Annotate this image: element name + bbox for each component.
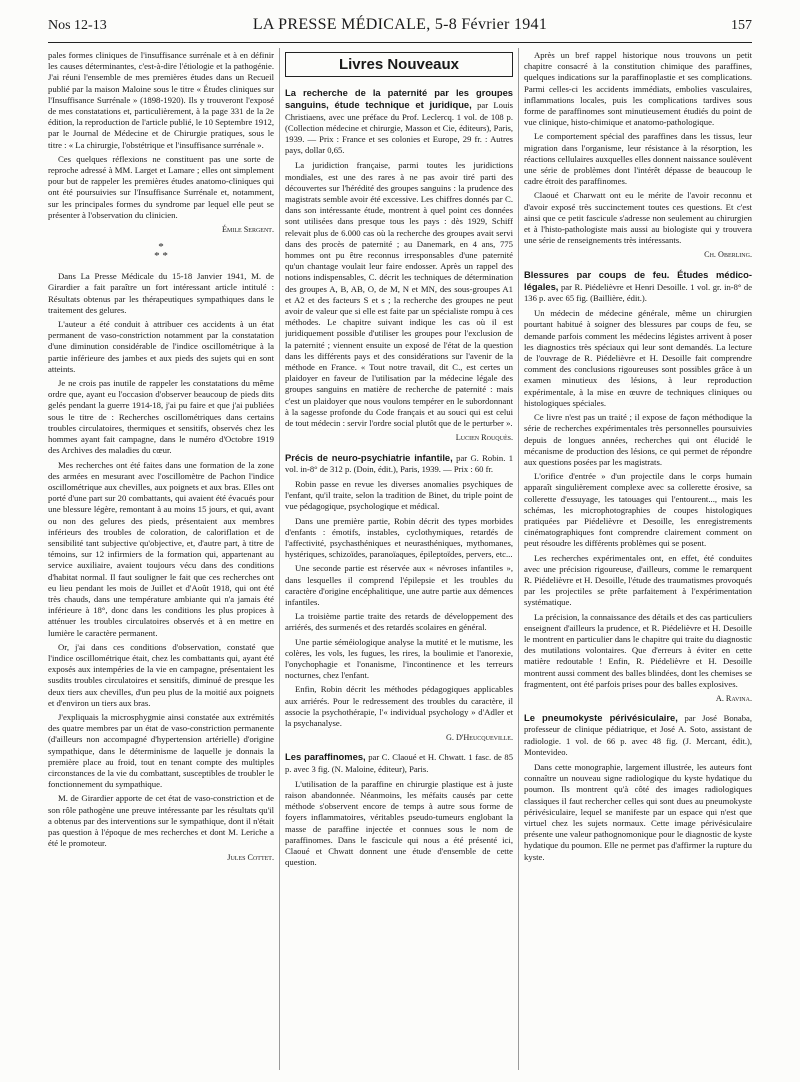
issue-number: Nos 12-13 (48, 18, 107, 33)
author-signature: Jules Cottet. (227, 853, 274, 863)
book-meta: par R. Piédelièvre et Henri Desoille. 1 vol. gr. in-8° de 136 p. avec 65 fig. (Baillière, édit.). (524, 281, 752, 304)
author-signature: Émile Sergent. (222, 225, 274, 235)
book-entry-header (285, 87, 513, 156)
book-entry-header (285, 751, 513, 774)
book-meta: par C. Claoué et H. Chwatt. 1 fasc. de 85 p. avec 3 fig. (N. Maloine, éditeur), Paris. (285, 752, 513, 774)
paragraph: Les recherches expérimentales ont, en effet, été conduites avec une précision rigoureuse, d'ailleurs, comme le remarquent R. Piédelièvre et H. Desoille, l'étude des traumatismes provoqués par les projectiles se prête parfaitement à l'expérimentation systématique. (524, 552, 752, 608)
book-title: Les paraffinomes, (285, 751, 366, 763)
paragraph: Dans une première partie, Robin décrit des types morbides d'enfants : émotifs, instables, cyclothymiques, retardés de l'affectivité, psychasthéniques et neurasthéniques, mythomanes, hystériques, schizoïdes, paranoïaques, épileptoïdes, pervers, etc... (285, 515, 513, 560)
paragraph: L'orifice d'entrée » d'un projectile dans le corps humain apparaît singulièrement complexe avec sa collerette érosive, sa collerette d'essuyage, les tatouages qui l'entourent..., mais les schémas, les microphotographies de coupes histologiques pratiquées par Piédelièvre et Desoille, les enregistrements cinématographiques font comprendre clairement comment on peut résoudre les différents problèmes qui se posent. (524, 471, 752, 549)
book-title: La recherche de la paternité par les groupes sanguins, étude technique et juridique, (285, 87, 513, 111)
page-number: 157 (731, 18, 752, 33)
paragraph: La troisième partie traite des retards de développement des arriérés, des surmenés et des retardés scolaires en général. (285, 611, 513, 633)
paragraph: Ce livre n'est pas un traité ; il expose de façon méthodique la série de recherches expérimentales très personnelles poursuivies depuis de longues années, recherches qui ont élucidé le mécanisme de production des lésions, ce qui permet de répondre aux questions posées par les magistrats. (524, 412, 752, 467)
paragraph: Robin passe en revue les diverses anomalies psychiques de l'enfant, qu'il traite, selon la tradition de Binet, du triple point de vue pédagogique, psychologique et médical. (285, 478, 513, 512)
column-left (48, 50, 274, 1070)
section-title: Livres Nouveaux (285, 52, 513, 77)
column-divider (279, 48, 280, 1070)
paragraph: Ces quelques réflexions ne constituent pas une sorte de reproche adressé à MM. Larget et Lamare ; elles ont simplement pour but de rappeler les premières études anatomo-cliniques qui ont été poursuivies sur l'Insuffisance Surrénale et, notamment, sur les principales formes du syndrome par lequel elle peut se présenter à l'observation du clinicien. (48, 153, 274, 220)
column-right (524, 50, 752, 1070)
paragraph: Enfin, Robin décrit les méthodes pédagogiques applicables aux arriérés. Pour le redressement des troubles du caractère, il associe la psychothérapie, l'« individual psychology » d'Adler et la psychanalyse. (285, 684, 513, 728)
column-middle (285, 50, 513, 1070)
paragraph: Dans cette monographie, largement illustrée, les auteurs font connaître un nouveau signe radiologique du kyste hydatique du poumon. Ils montrent qu'à côté des images radiologiques classiques il faut rechercher celles qui sont dues au pneumokyste périvésiculaire, lequel se manifeste par un espace qui n'est que virtuel chez les sujets normaux. Cette image périvésiculaire présente une valeur pathognomonique pour le diagnostic de kyste hydatique du poumon. Elle ne permet pas d'affirmer la rupture du kyste. (524, 761, 752, 862)
paragraph: Une seconde partie est réservée aux « névroses infantiles », dans lesquelles il comprend l'épilepsie et les troubles du caractère d'origine encéphalitique, une autre partie aux démences infantiles. (285, 563, 513, 607)
paragraph: Une partie séméiologique analyse la mutité et le mutisme, les colères, les vols, les fugues, les rires, la boulimie et l'anorexie, l'onychophagie et l'onanisme, l'incontinence et les terreurs nocturnes, chez l'enfant. (285, 636, 513, 681)
header-rule (48, 42, 752, 43)
page-header (48, 16, 752, 40)
book-title: Le pneumokyste périvésiculaire, (524, 712, 678, 724)
paragraph: Un médecin de médecine générale, même un chirurgien pourtant habitué à soigner des blessures par coups de feu, se demande parfois comment les médecins légistes arrivent à poser les diagnostics très spéciaux qui leur sont demandés. La lecture de l'ouvrage de R. Piédelièvre et H. Desoille fait comprendre comment des conclusions rigoureuses sont possibles grâce à un examen minutieux des lésions, à leur reproduction expérimentale, à la mise en œuvre de techniques cliniques ou histologiques spéciales. (524, 308, 752, 408)
paragraph: La précision, la connaissance des détails et des cas particuliers enseignent d'ailleurs la prudence, et R. Piédelièvre et H. Desoille le montrent en particulier dans le chapitre qui traite du diagnostic des mutilations volontaires. Que d'erreurs à éviter en cette matière redoutable ! Enfin, R. Piédelièvre et H. Desoille montrent aussi comment des balles blindées, dont les chemises se fragmentent, ont été parfois prises pour des balles explosives. (524, 611, 752, 689)
paragraph: Or, j'ai dans ces conditions d'observation, constaté que l'indice oscillométrique était, chez les combattants qui, ayant été exposés aux intempéries de la vie en campagne, présentaient les susdits troubles circulatoires et sensitifs, diminué de presque les deux tiers aux chevilles, d'un peu plus de la moitié aux poignets et d'environ un tiers aux bras. (48, 641, 274, 708)
book-meta: par José Bonaba, professeur de clinique pédiatrique, et José A. Soto, assistant de radiologie. 1 vol. de 66 p. avec 48 fig. (J. Mercant, édit.), Montevideo. (524, 713, 752, 757)
reviewer-signature: Lucien Rouquès. (455, 433, 513, 443)
paragraph: Dans La Presse Médicale du 15-18 Janvier 1941, M. de Girardier a fait paraître un fort intéressant article intitulé : Résultats obtenus par les thérapeutiques sympathiques dans le traitement des gelures. (48, 271, 274, 315)
paragraph: Mes recherches ont été faites dans une formation de la zone des armées en mesurant avec l'oscillomètre de Pachon l'indice oscillométrique aux chevilles, aux poignets et aux bras. Elles ont porté d'une part sur 20 combattants, qui avaient été évacués pour une blessure légère, remontant à au moins 15 jours, et qui, avant ou non des gelures des pieds, présentaient aux membres inférieurs des troubles de coloration, de caloriflation et de sensibilité tant subjective qu'objective, et, d'autre part, à titre de témoins, sur 12 infirmiers de la formation qui, appartenant au service auxiliaire, avaient toujours vécu dans des conditions d'habitat normal. Il faut souligner le fait que ces recherches ont eu lieu pendant les mois de Juillet et d'Août 1918, qui ont été très chauds, dans une température ambiante qui n'a jamais été inférieure à 18°, donc dans les conditions les plus propices à atténuer les troubles circulatoires observés et à en mettre en lumière le caractère permanent. (48, 459, 274, 638)
paragraph: Après un bref rappel historique nous trouvons un petit chapitre consacré à la constitution chimique des paraffines, quelques indications sur la paraffinoplastie et ses complications. Parmi celles-ci les accidents immédiats, embolies vasculaires, inflammations locales, puis les complications tardives sous forme de paraffinomes sont minutieusement étudiés du point de vue clinique, histo-chimique et anatomo-pathologique. (524, 50, 752, 128)
section-separator: * * * (154, 241, 168, 263)
book-entry-header (524, 269, 752, 305)
paragraph: Le comportement spécial des paraffines dans les tissus, leur migration dans l'organisme, leur résistance à la résorption, les réactions cellulaires auxquelles elles donnent naissance soulèvent une série de problèmes dont l'intérêt dépasse de beaucoup le cadre étroit des paraffinomes. (524, 131, 752, 187)
reviewer-signature: A. Ravina. (715, 693, 752, 703)
paragraph: pales formes cliniques de l'insuffisance surrénale et à en définir les causes déterminantes, c'est-à-dire l'étiologie et la pathogénie. J'ai réuni l'ensemble de mes premières études dans un Recueil publié par la maison Maloine sous le titre « Études cliniques sur l'Insuffisance Surrénale » (1898-1920). Ils y trouveront l'exposé de mes constatations et, particulièrement, à la page 331 de la 2e édition, la reproduction de l'article publié, le 10 Septembre 1912, par le Journal de Médecine et de Chirurgie pratiques, sous le titre : « La chirurgie, l'obstétrique et l'insuffisance surrénale ». (48, 50, 274, 150)
book-meta: par Louis Christiaens, avec une préface du Prof. Leclercq. 1 vol. de 108 p. (Collection médecine et chirurgie, Masson et Cie, éditeurs), Paris, 1939. — Prix : France et ses colonies et Europe, 29 fr. : Autres pays, dollar 0,65. (285, 100, 513, 156)
book-title: Précis de neuro-psychiatrie infantile, (285, 451, 453, 463)
paragraph: J'expliquais la microsphygmie ainsi constatée aux extrémités des quatre membres par un état de vaso-constriction permanente (d'ailleurs non accompagné d'hypertension artérielle) d'origine sympathique, dans le déterminisme de laquelle je donnais la première place au froid, tout en tenant compte des multiples circonstances de la vie du combattant, susceptibles de troubler le fonctionnement du sympathique. (48, 711, 274, 790)
paragraph: L'utilisation de la paraffine en chirurgie plastique est à juste raison abandonnée. Néanmoins, les méfaits causés par cette méthode s'observent encore de temps à autre sous forme de foyers inflammatoires, véritables pseudo-tumeurs englobant la masse de paraffine injectée et connues sous le nom de paraffinomes. Dans le fascicule qui nous a été présenté ici, Claoué et Chwatt donnent une étude d'ensemble de cette question. (285, 778, 513, 868)
reviewer-signature: G. D'Heucqueville. (445, 733, 513, 743)
paragraph: L'auteur a été conduit à attribuer ces accidents à un état permanent de vaso-constriction notamment par la constatation d'une diminution considérable de l'indice oscillométrique à la partie inférieure des jambes et aux pieds des sujets qui en sont atteints. (48, 319, 274, 374)
paragraph: Claoué et Charwatt ont eu le mérite de l'avoir reconnu et d'avoir exposé très succinctement toutes ces questions. Et c'est ainsi que ce petit fascicule s'adresse non seulement au chirurgien et à l'histo-pathologiste mais aussi au biologiste qui y trouvera une série de renseignements très intéressants. (524, 190, 752, 246)
column-divider (518, 48, 519, 1070)
reviewer-signature: Ch. Oberling. (704, 250, 752, 260)
book-title: Blessures par coups de feu. Études médico-légales, (524, 268, 752, 292)
book-entry-header (524, 712, 752, 758)
paragraph: M. de Girardier apporte de cet état de vaso-constriction et de son rôle pathogène une preuve intéressante par les résultats qu'il a obtenus par des interventions sur le sympathique, dont il n'était pas question à l'époque de mes recherches et dont M. Leriche a été le promoteur. (48, 793, 274, 849)
book-meta: par G. Robin. 1 vol. in-8° de 312 p. (Doin, édit.), Paris, 1939. — Prix : 60 fr. (285, 452, 513, 474)
book-entry-header (285, 452, 513, 475)
paragraph: La juridiction française, parmi toutes les juridictions mondiales, est une des rares à ne pas avoir tiré parti des découvertes sur l'hérédité des groupes sanguins : la prudence des magistrats semble avoir été excessive. Les chiffres donnés par C. dans son intéressante étude, montrent à quel point ces données sont utilisées dans presque tous les pays : dès 1929, Schiff relevait plus de 6.000 cas où la recherche des groupes avait servi dans des procès de paternité ; au Danemark, en 4 ans, 775 hommes ont pu être reconnus irresponsables d'une paternité qu'un chantage voulait leur faire endosser. Après un rappel des notions indispensables, C. décrit les techniques de détermination des groupes A, B, AB, O, de M, N et MN, des sous-groupes A1 et A2 et des facteurs S et s ; la recherche des groupes ne peut avoir de valeur que si elle est faite par un spécialiste rompu à ces méthodes. Le chapitre suivant indique les cas où il est juridiquement possible d'utiliser les groupes pour l'exclusion de la paternité ; viennent ensuite un exposé de l'état de la question dans les différents pays et des considérations sur l'avenir de la méthode en France. « Tout notre travail, dit C., est certes un plaidoyer en faveur de l'utilisation par la médecine légale des groupes sanguins en matière de recherche de paternité : mais c'est un plaidoyer que nous voulons tempérer en le subordonnant à la sagesse profonde du Code français et au souci qui est celui de tout médecin : servir l'ordre social plutôt que de le perturber ». (285, 160, 513, 429)
journal-title: LA PRESSE MÉDICALE, 5-8 Février 1941 (252, 16, 548, 33)
paragraph: Je ne crois pas inutile de rappeler les constatations du même ordre que, ayant eu l'occasion d'observer beaucoup de pieds dits gelés pendant la guerre 1914-18, j'ai pu faire et que j'ai publiées sous le titre de : Recherches oscillométriques dans certains troubles circulatoires, thermiques et sensitifs, observés chez les hommes ayant fait campagne, dans le numéro d'Octobre 1919 des Archives des maladies du cœur. (48, 378, 274, 456)
